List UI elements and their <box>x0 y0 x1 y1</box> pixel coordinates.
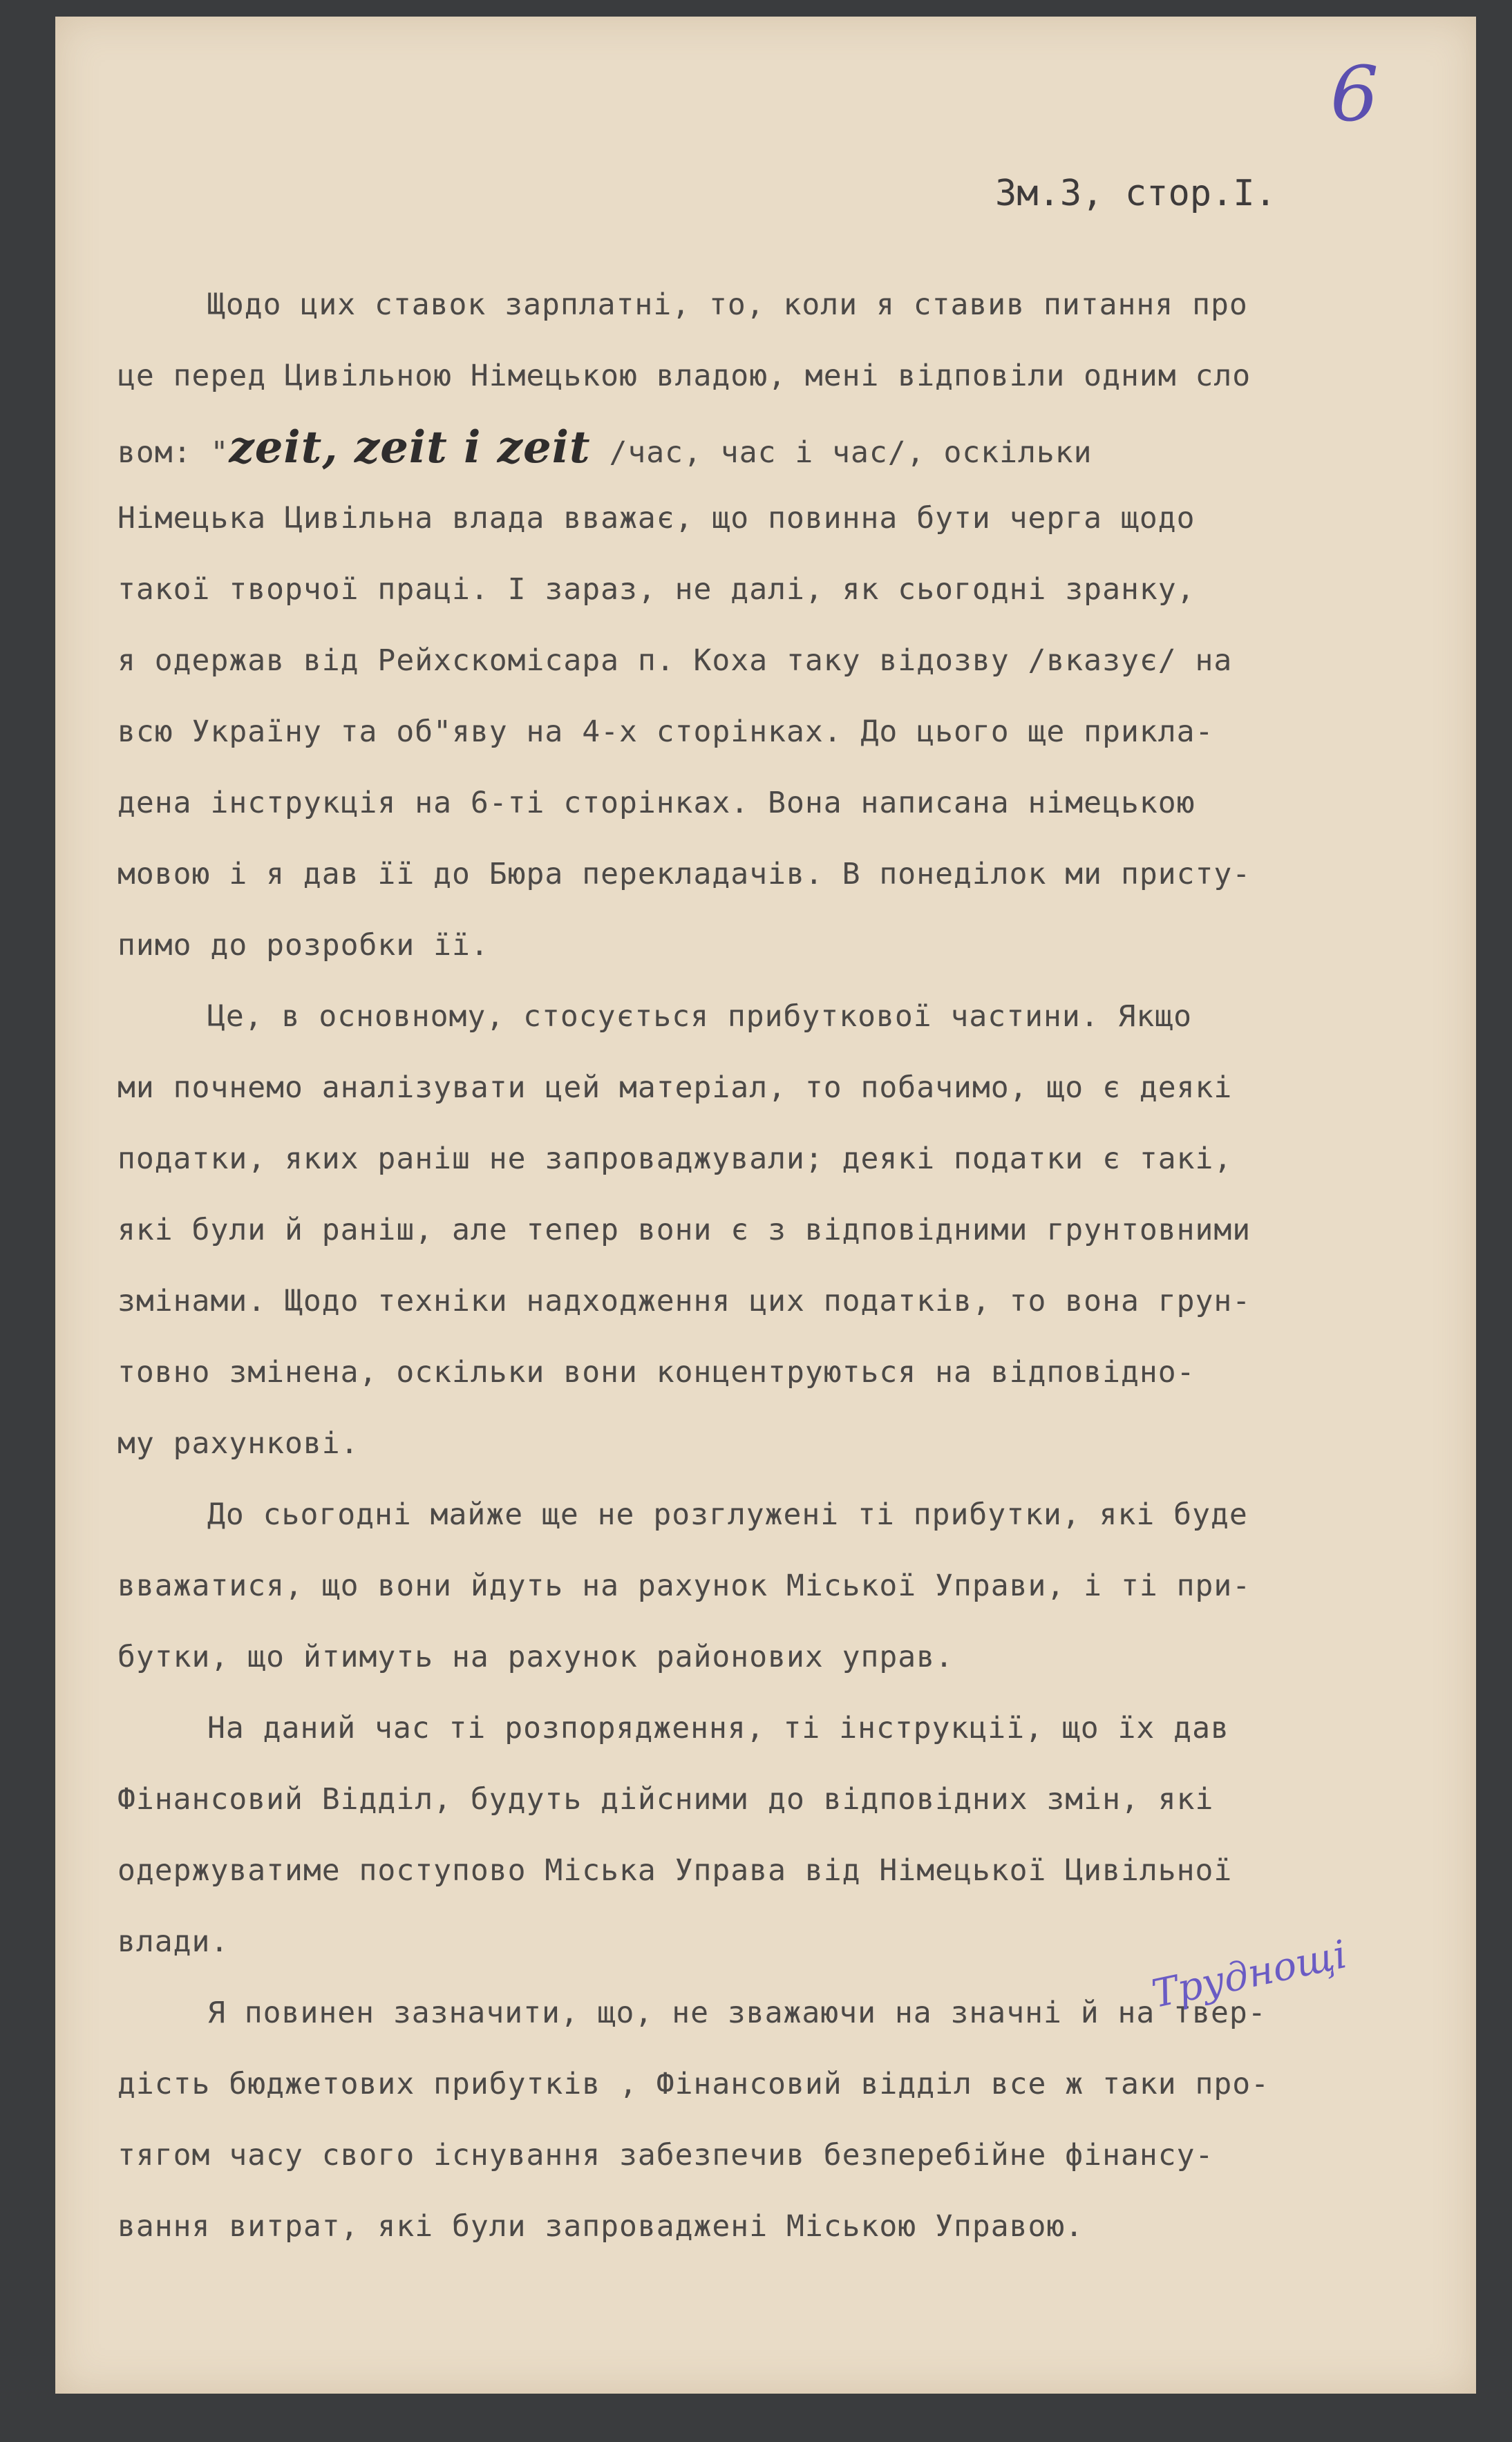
text-line: бутки, що йтимуть на рахунок районових управ. <box>117 1640 954 1674</box>
text-line: До сьогодні майже ще не розглужені ті прибутки, які буде <box>207 1497 1248 1532</box>
paragraph-3 <box>117 1479 1437 1693</box>
paragraph-5 <box>117 1978 1437 2262</box>
text-fragment: /час, час і час/, оскільки <box>590 435 1093 470</box>
text-fragment: вом: " <box>117 435 229 470</box>
text-line: дість бюджетових прибутків , Фінансовий відділ все ж таки про- <box>117 2067 1270 2101</box>
page-header: Зм.3, стор.І. <box>995 173 1276 214</box>
text-line: Щодо цих ставок зарплатні, то, коли я ставив питання про <box>207 287 1248 322</box>
text-line: Я повинен зазначити, що, не зважаючи на значні й на твер- <box>207 1996 1267 2030</box>
text-line: одержуватиме поступово Міська Управа від Німецької Цивільної <box>117 1853 1233 1888</box>
text-line: змінами. Щодо техніки надходження цих податків, то вона грун- <box>117 1284 1251 1318</box>
text-line-german-quote <box>117 412 1437 483</box>
text-line: я одержав від Рейхскомісара п. Коха таку відозву /вказує/ на <box>117 643 1233 678</box>
text-line: ми почнемо аналізувати цей матеріал, то побачимо, що є деякі <box>117 1070 1233 1105</box>
text-line: пимо до розробки її. <box>117 928 489 963</box>
text-line: вання витрат, які були запроваджені Міською Управою. <box>117 2209 1084 2244</box>
text-line: Це, в основному, стосується прибуткової частини. Якщо <box>207 999 1193 1034</box>
text-line: які були й раніш, але тепер вони є з відповідними грунтовними <box>117 1213 1251 1247</box>
paragraph-4 <box>117 1693 1437 1978</box>
text-line: товно змінена, оскільки вони концентруються на відповідно- <box>117 1355 1196 1390</box>
text-line: всю Україну та об"яву на 4-х сторінках. До цього ще прикла- <box>117 714 1214 749</box>
text-line: вважатися, що вони йдуть на рахунок Міської Управи, і ті при- <box>117 1569 1251 1603</box>
german-quote: zeit, zeit і zeit <box>229 422 591 473</box>
handwritten-page-number: 6 <box>1330 50 1379 138</box>
text-line: му рахункові. <box>117 1426 359 1461</box>
paragraph-1 <box>117 269 1437 981</box>
text-line: На даний час ті розпорядження, ті інструкції, що їх дав <box>207 1711 1229 1745</box>
handwritten-annotation: Труднощі <box>1148 1932 1351 2017</box>
text-line: це перед Цивільною Німецькою владою, мені відповіли одним сло <box>117 359 1251 393</box>
text-line: дена інструкція на 6-ті сторінках. Вона написана німецькою <box>117 786 1196 820</box>
text-line: такої творчої праці. І зараз, не далі, як сьогодні зранку, <box>117 572 1196 607</box>
text-line: влади. <box>117 1924 229 1959</box>
text-line: тягом часу свого існування забезпечив безперебійне фінансу- <box>117 2138 1214 2173</box>
text-line: мовою і я дав її до Бюра перекладачів. В понеділок ми присту- <box>117 857 1251 891</box>
text-line: Фінансовий Відділ, будуть дійсними до відповідних змін, які <box>117 1782 1214 1817</box>
paragraph-2 <box>117 981 1437 1479</box>
text-line: податки, яких раніш не запроваджували; деякі податки є такі, <box>117 1142 1233 1176</box>
text-line: Німецька Цивільна влада вважає, що повинна бути черга щодо <box>117 501 1196 536</box>
